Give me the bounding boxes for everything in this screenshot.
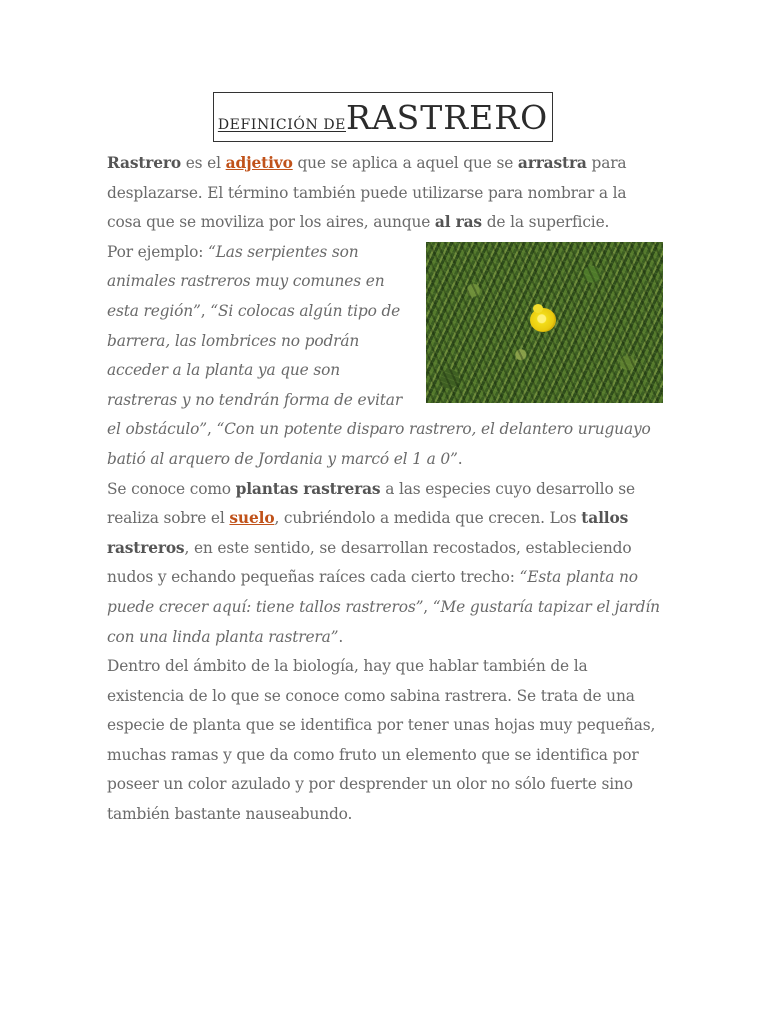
paragraph-biologia: Dentro del ámbito de la biología, hay que hablar también de la existencia de lo que se conoce como sabina rastrera. Se trata de una especie de planta que se identifica por tener unas hojas muy pequeñas, muchas ramas y que da como fruto un elemento que se identifica por poseer un color azulado y por desprender un olor no sólo fuerte sino también bastante nauseabundo. [107,657,656,824]
title-prefix: DEFINICIÓN DE [217,117,346,133]
text-span: Se conoce como [107,479,236,498]
text-span: , en este sentido, se desarrollan recostados, estableciendo nudos y echando pequeñas raíces cada cierto trecho: [107,538,632,587]
yellow-flower [530,308,556,332]
paragraph-plantas [107,475,663,653]
bold-tallos-rastreros: tallos rastreros [107,509,629,557]
text-span: . [457,449,463,468]
example-quote-5: “Me gustaría tapizar el jardín con una linda planta rastrera” [107,597,660,646]
paragraph-definition [107,149,663,238]
text-span: Por ejemplo: [107,242,208,261]
link-adjetivo[interactable]: adjetivo [225,154,293,172]
page-title [213,92,553,142]
text-span: . [338,627,344,646]
text-span: , cubriéndolo a medida que crecen. Los [274,509,582,528]
grass-flower-photo [426,242,663,403]
text-span: , [200,301,211,320]
term-bold: Rastrero [107,154,181,172]
example-quote-4: “Esta planta no puede crecer aquí: tiene tallos rastreros” [107,568,638,616]
text-span: para desplazarse. El término también puede utilizarse para nombrar a la cosa que se moviliza por los aires, aunque [107,154,627,232]
text-span: , [423,597,433,616]
example-quote-1: “Las serpientes son animales rastreros muy comunes en esta región” [107,242,385,320]
article-body [107,149,663,830]
title-word: RASTRERO [346,98,549,137]
example-quote-2: “Si colocas algún tipo de barrera, las lombrices no podrán acceder a la planta ya que son rastreras y no tendrán forma de evitar el obstáculo” [107,301,403,439]
bold-plantas-rastreras: plantas rastreras [235,479,381,498]
text-span: a las especies cuyo desarrollo se realiza sobre el [107,479,636,528]
text-span: es el [180,154,226,172]
example-quote-3: “Con un potente disparo rastrero, el delantero uruguayo batió al arquero de Jordania y marcó el 1 a 0” [107,420,651,468]
paragraph-examples [107,238,663,475]
link-suelo[interactable]: suelo [229,509,275,528]
text-span: que se aplica a aquel que se [292,154,518,172]
text-span: de la superficie. [481,213,610,232]
text-span: , [206,420,217,439]
bold-al-ras: al ras [434,213,482,232]
bold-arrastra: arrastra [517,154,587,172]
